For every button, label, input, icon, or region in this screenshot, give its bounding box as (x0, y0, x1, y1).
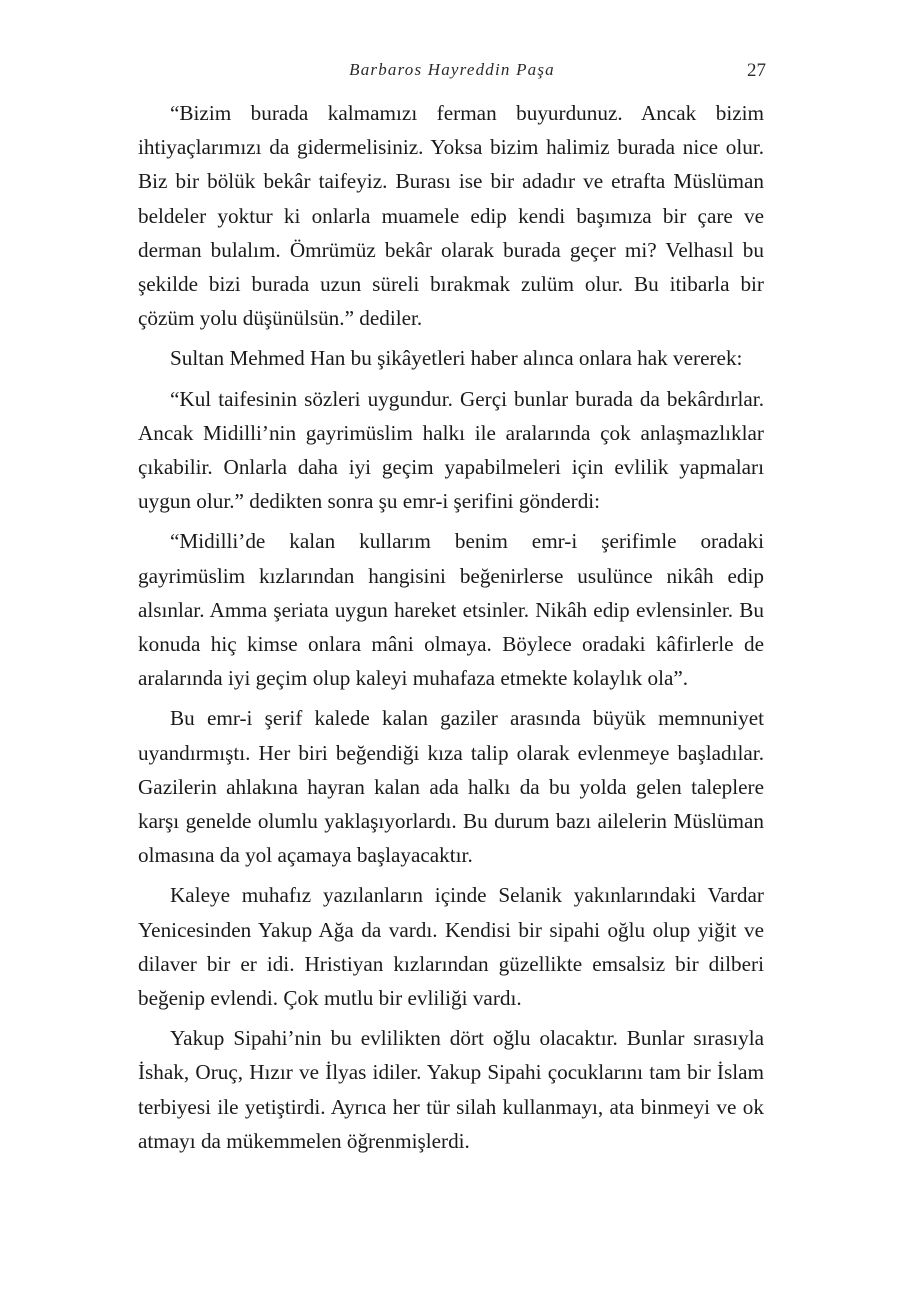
running-header (138, 60, 766, 86)
body-text (138, 96, 764, 1164)
paragraph: “Midilli’de kalan kullarım benim emr-i şerifimle oradaki gayrimüslim kızlarından hangisini beğenirlerse usulünce nikâh edip alsınlar. Amma şeriata uygun hareket etsinler. Nikâh edip evlensinler. Bu konuda hiç kimse onlara mâni olmaya. Böylece oradaki kâfirlerle de aralarında iyi geçim olup kaleyi muhafaza etmekte kolaylık ola”. (138, 529, 764, 691)
paragraph: Bu emr-i şerif kalede kalan gaziler arasında büyük memnuniyet uyandırmıştı. Her biri beğendiği kıza talip olarak evlenmeye başladılar. Gazilerin ahlakına hayran kalan ada halkı da bu yolda gelen taleplere karşı genelde olumlu yaklaşıyorlardı. Bu durum bazı ailelerin Müslüman olmasına da yol açamaya başlayacaktır. (138, 706, 764, 868)
running-title: Barbaros Hayreddin Paşa (349, 60, 555, 79)
paragraph: “Bizim burada kalmamızı ferman buyurdunuz. Ancak bizim ihtiyaçlarımızı da gidermelisiniz. Yoksa bizim halimiz burada nice olur. Biz bir bölük bekâr taifeyiz. Burası ise bir adadır ve etrafta Müslüman beldeler yoktur ki onlarla muamele edip kendi başımıza bir çare ve derman bulalım. Ömrümüz bekâr olarak burada geçer mi? Velhasıl bu şekilde bizi burada uzun süreli bırakmak zulüm olur. Bu itibarla bir çözüm yolu düşünülsün.” dediler. (138, 101, 764, 331)
paragraph: Yakup Sipahi’nin bu evlilikten dört oğlu olacaktır. Bunlar sırasıyla İshak, Oruç, Hızır ve İlyas idiler. Yakup Sipahi çocuklarını tam bir İslam terbiyesi ile yetiştirdi. Ayrıca her tür silah kullanmayı, ata binmeyi ve ok atmayı da mükemmelen öğrenmişlerdi. (138, 1026, 764, 1153)
paragraph: Kaleye muhafız yazılanların içinde Selanik yakınlarındaki Vardar Yenicesinden Yakup Ağa da vardı. Kendisi bir sipahi oğlu olup yiğit ve dilaver bir er idi. Hristiyan kızlarından güzellikte emsalsiz bir dilberi beğenip evlendi. Çok mutlu bir evliliği vardı. (138, 883, 764, 1011)
paragraph: “Kul taifesinin sözleri uygundur. Gerçi bunlar burada da bekârdırlar. Ancak Midilli’nin gayrimüslim halkı ile aralarında çok anlaşmazlıklar çıkabilir. Onlarla daha iyi geçim yapabilmeleri için evlilik yapmaları uygun olur.” dedikten sonra şu emr-i şerifini gönderdi: (138, 386, 764, 514)
paragraph: Sultan Mehmed Han bu şikâyetleri haber alınca onlara hak vererek: (170, 346, 743, 371)
page-number: 27 (747, 60, 766, 81)
